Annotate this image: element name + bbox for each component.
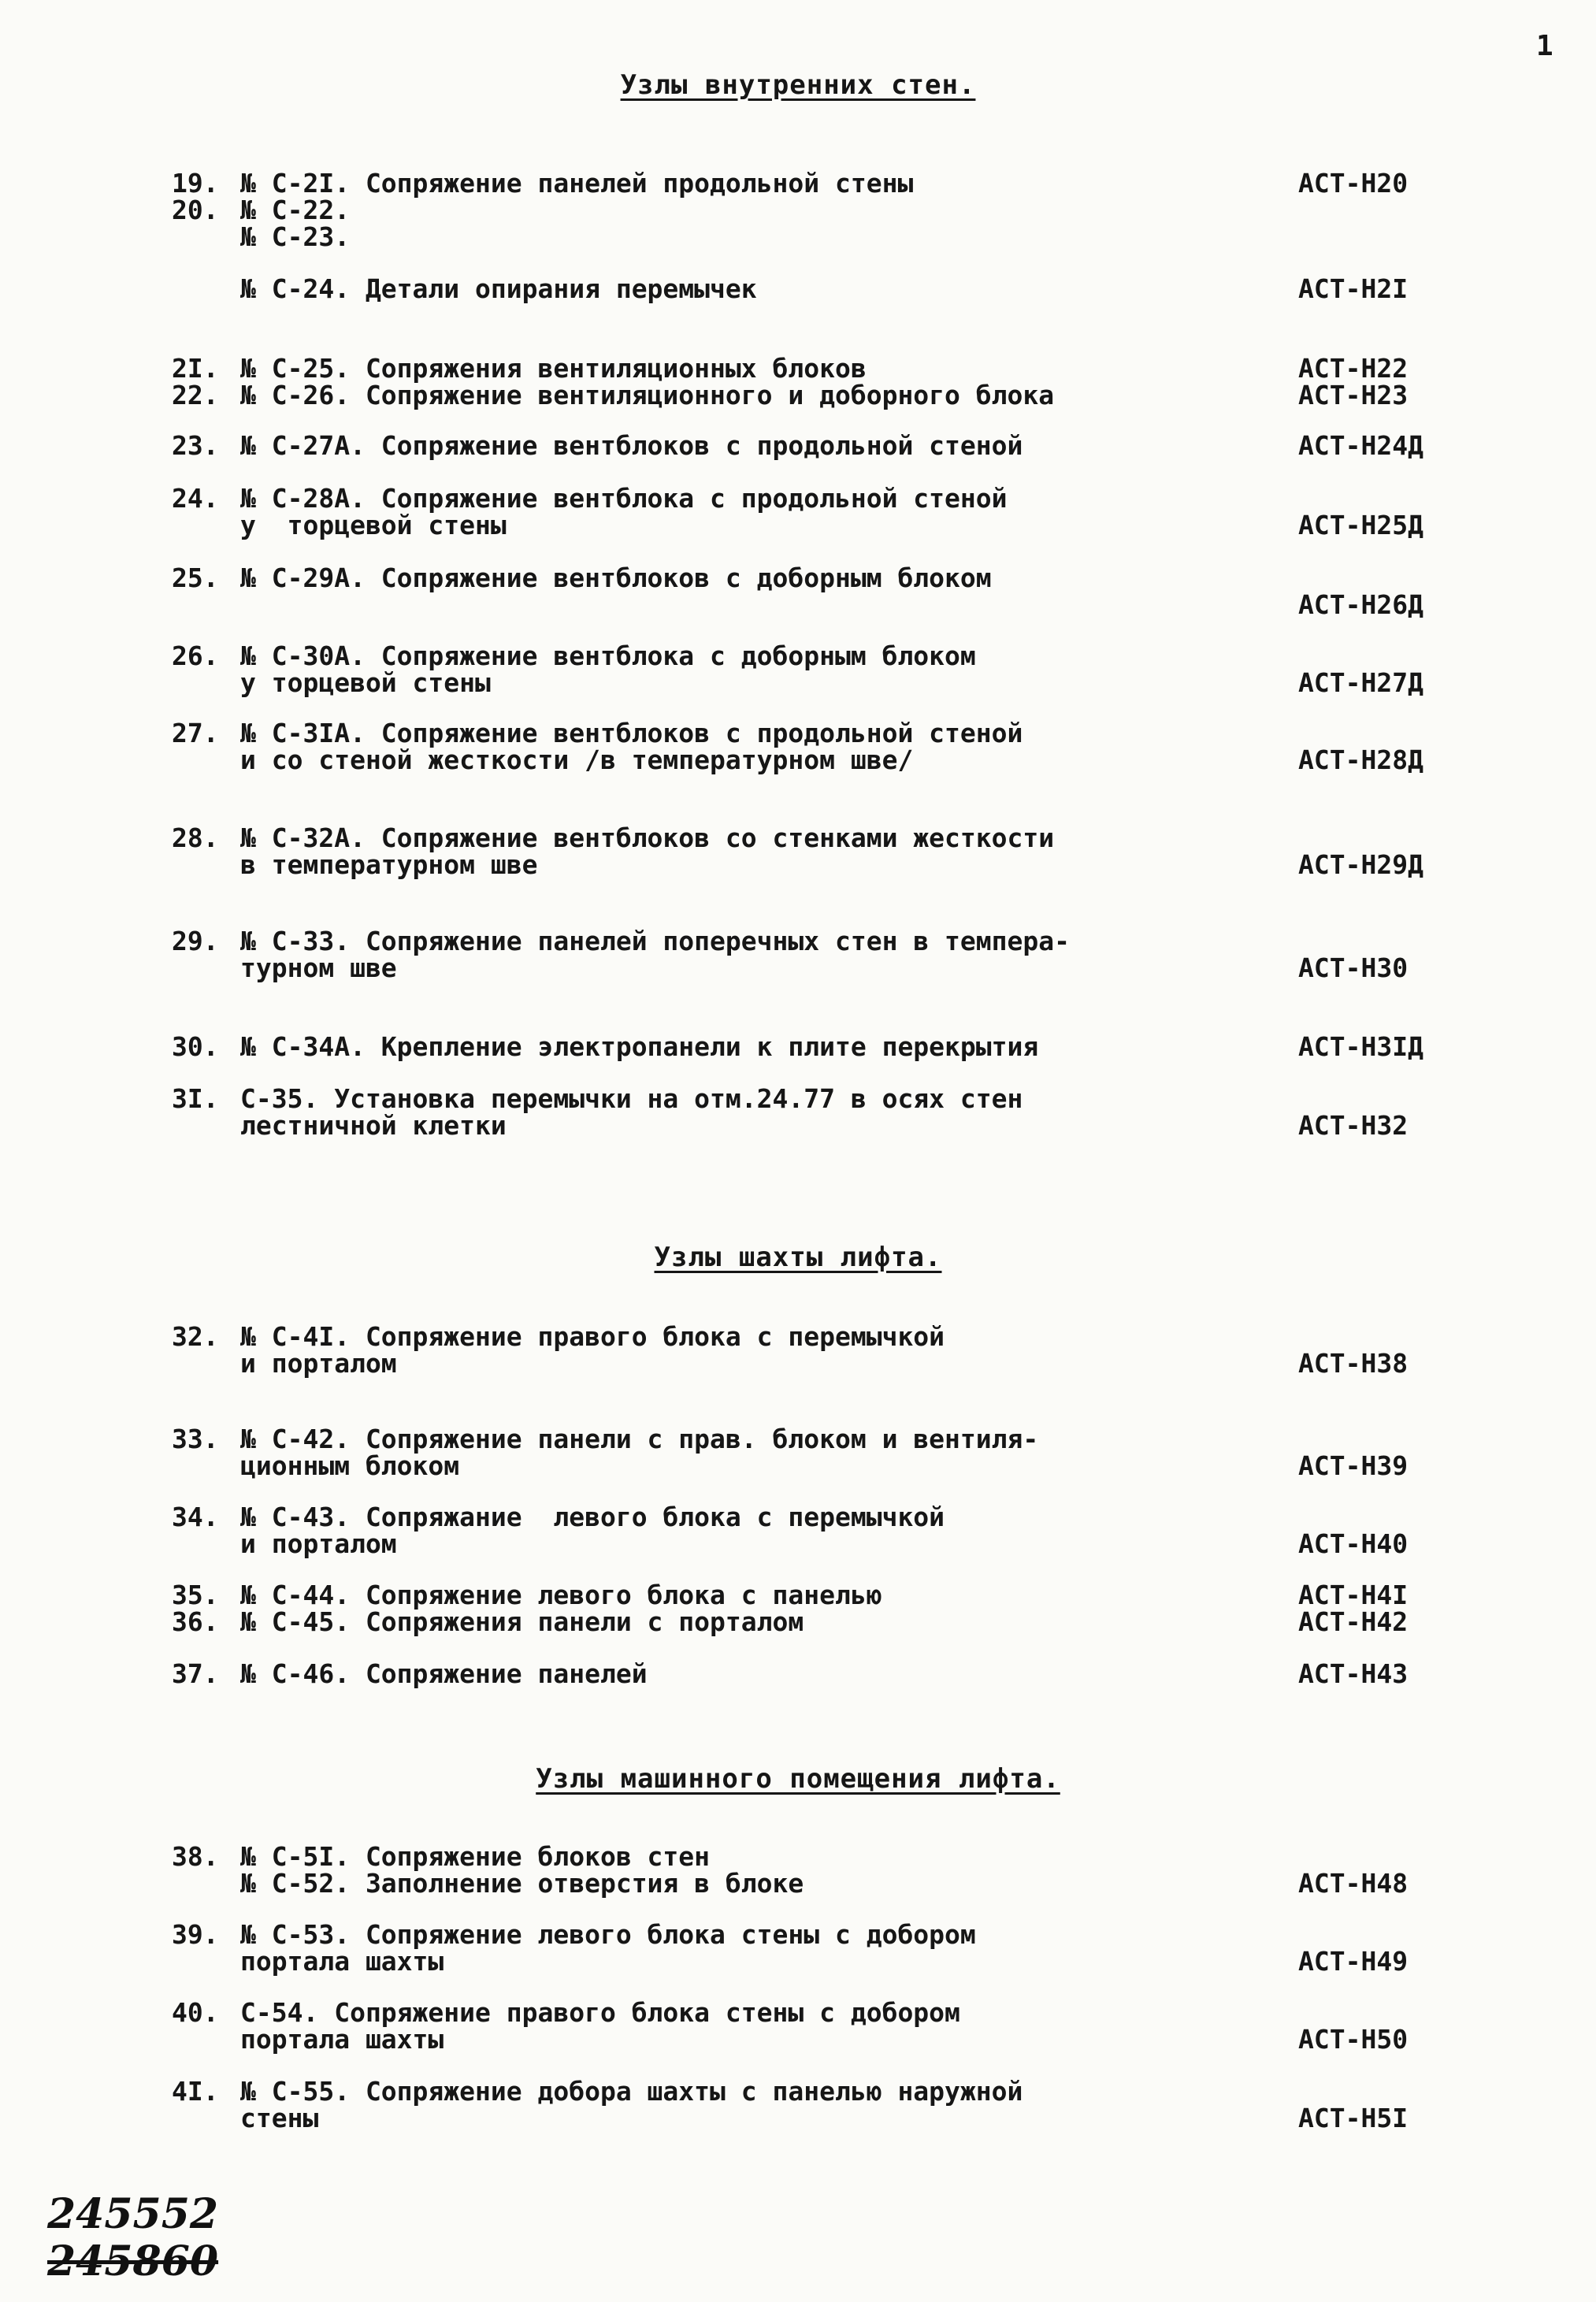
drawing-code: АСТ-Н5I [1298,2103,1409,2133]
entry-text: стены [240,2103,319,2133]
entry-text: № С-22. [240,195,351,225]
entry-text: № С-44. Сопряжение левого блока с панелью [240,1580,882,1610]
entry-text: у торцевой стены [240,510,507,540]
section-heading: Узлы машинного помещения лифта. [536,1763,1060,1795]
handwritten-number-struck: 245860 [47,2237,219,2285]
entry-number: 35. [172,1580,219,1610]
entry-text: № С-27А. Сопряжение вентблоков с продольной стеной [240,430,1023,461]
drawing-code: АСТ-Н39 [1298,1450,1409,1481]
entry-text: № С-25. Сопряжения вентиляционных блоков [240,353,867,384]
drawing-code: АСТ-Н26Д [1298,589,1423,620]
entry-text: № С-32А. Сопряжение вентблоков со стенками жесткости [240,822,1055,853]
drawing-code: АСТ-Н38 [1298,1348,1409,1379]
entry-text: № С-2I. Сопряжение панелей продольной стены [240,168,914,199]
entry-text: портала шахты [240,2024,444,2055]
entry-text: № С-5I. Сопряжение блоков стен [240,1841,711,1872]
entry-text: турном шве [240,952,397,983]
drawing-code: АСТ-Н30 [1298,952,1409,983]
entry-number: 37. [172,1658,219,1689]
entry-text: у торцевой стены [240,667,491,698]
entry-number: 36. [172,1606,219,1637]
entry-text: портала шахты [240,1946,444,1977]
drawing-code: АСТ-Н48 [1298,1868,1409,1899]
drawing-code: АСТ-Н42 [1298,1606,1409,1637]
entry-number: 26. [172,640,219,671]
entry-number: 40. [172,1997,219,2028]
drawing-code: АСТ-Н22 [1298,353,1409,384]
entry-text: № С-46. Сопряжение панелей [240,1658,648,1689]
section-heading: Узлы внутренних стен. [620,69,976,101]
entry-number: 30. [172,1031,219,1062]
entry-text: № С-33. Сопряжение панелей поперечных стен в темпера- [240,926,1070,956]
entry-number: 4I. [172,2076,219,2107]
drawing-code: АСТ-Н40 [1298,1528,1409,1559]
section-heading: Узлы шахты лифта. [654,1242,942,1273]
entry-text: С-54. Сопряжение правого блока стены с добором [240,1997,960,2028]
entry-text: № С-30А. Сопряжение вентблока с доборным блоком [240,640,976,671]
entry-number: 34. [172,1502,219,1532]
entry-text: ционным блоком [240,1450,460,1481]
drawing-code: АСТ-Н24Д [1298,430,1423,461]
entry-text: № С-23. [240,221,351,252]
entry-text: и порталом [240,1348,397,1379]
entry-text: и порталом [240,1528,397,1559]
entry-text: № С-4I. Сопряжение правого блока с перемычкой [240,1321,945,1352]
entry-number: 3I. [172,1083,219,1114]
entry-text: № С-45. Сопряжения панели с порталом [240,1606,804,1637]
entry-text: № С-55. Сопряжение добора шахты с панелью наружной [240,2076,1023,2107]
entry-number: 33. [172,1424,219,1454]
entry-number: 29. [172,926,219,956]
entry-text: № С-3IА. Сопряжение вентблоков с продольной стеной [240,718,1023,748]
entry-number: 28. [172,822,219,853]
entry-text: в температурном шве [240,849,538,880]
drawing-code: АСТ-Н3IД [1298,1031,1423,1062]
entry-text: № С-43. Сопряжание левого блока с перемычкой [240,1502,945,1532]
entry-text: № С-34А. Крепление электропанели к плите перекрытия [240,1031,1039,1062]
entry-number: 2I. [172,353,219,384]
handwritten-number: 245552 [47,2190,219,2238]
drawing-code: АСТ-Н28Д [1298,744,1423,775]
drawing-code: АСТ-Н23 [1298,380,1409,410]
entry-text: № С-53. Сопряжение левого блока стены с добором [240,1919,976,1950]
entry-number: 24. [172,483,219,514]
entry-text: лестничной клетки [240,1110,507,1141]
entry-text: № С-24. Детали опирания перемычек [240,273,757,304]
drawing-code: АСТ-Н27Д [1298,667,1423,698]
entry-text: № С-26. Сопряжение вентиляционного и доборного блока [240,380,1055,410]
drawing-code: АСТ-Н43 [1298,1658,1409,1689]
entry-number: 23. [172,430,219,461]
entry-text: № С-52. Заполнение отверстия в блоке [240,1868,804,1899]
entry-number: 39. [172,1919,219,1950]
drawing-code: АСТ-Н20 [1298,168,1409,199]
entry-text: № С-29А. Сопряжение вентблоков с доборным блоком [240,563,992,593]
entry-text: С-35. Установка перемычки на отм.24.77 в осях стен [240,1083,1023,1114]
entry-text: № С-28А. Сопряжение вентблока с продольной стеной [240,483,1008,514]
entry-number: 25. [172,563,219,593]
entry-number: 27. [172,718,219,748]
drawing-code: АСТ-Н25Д [1298,510,1423,540]
entry-number: 32. [172,1321,219,1352]
page-number: 1 [1536,30,1553,62]
entry-number: 20. [172,195,219,225]
drawing-code: АСТ-Н29Д [1298,849,1423,880]
drawing-code: АСТ-Н49 [1298,1946,1409,1977]
drawing-code: АСТ-Н32 [1298,1110,1409,1141]
entry-number: 22. [172,380,219,410]
drawing-code: АСТ-Н50 [1298,2024,1409,2055]
entry-number: 19. [172,168,219,199]
entry-text: и со стеной жесткости /в температурном шве/ [240,744,914,775]
drawing-code: АСТ-Н4I [1298,1580,1409,1610]
entry-text: № С-42. Сопряжение панели с прав. блоком и вентиля- [240,1424,1039,1454]
drawing-code: АСТ-Н2I [1298,273,1409,304]
entry-number: 38. [172,1841,219,1872]
